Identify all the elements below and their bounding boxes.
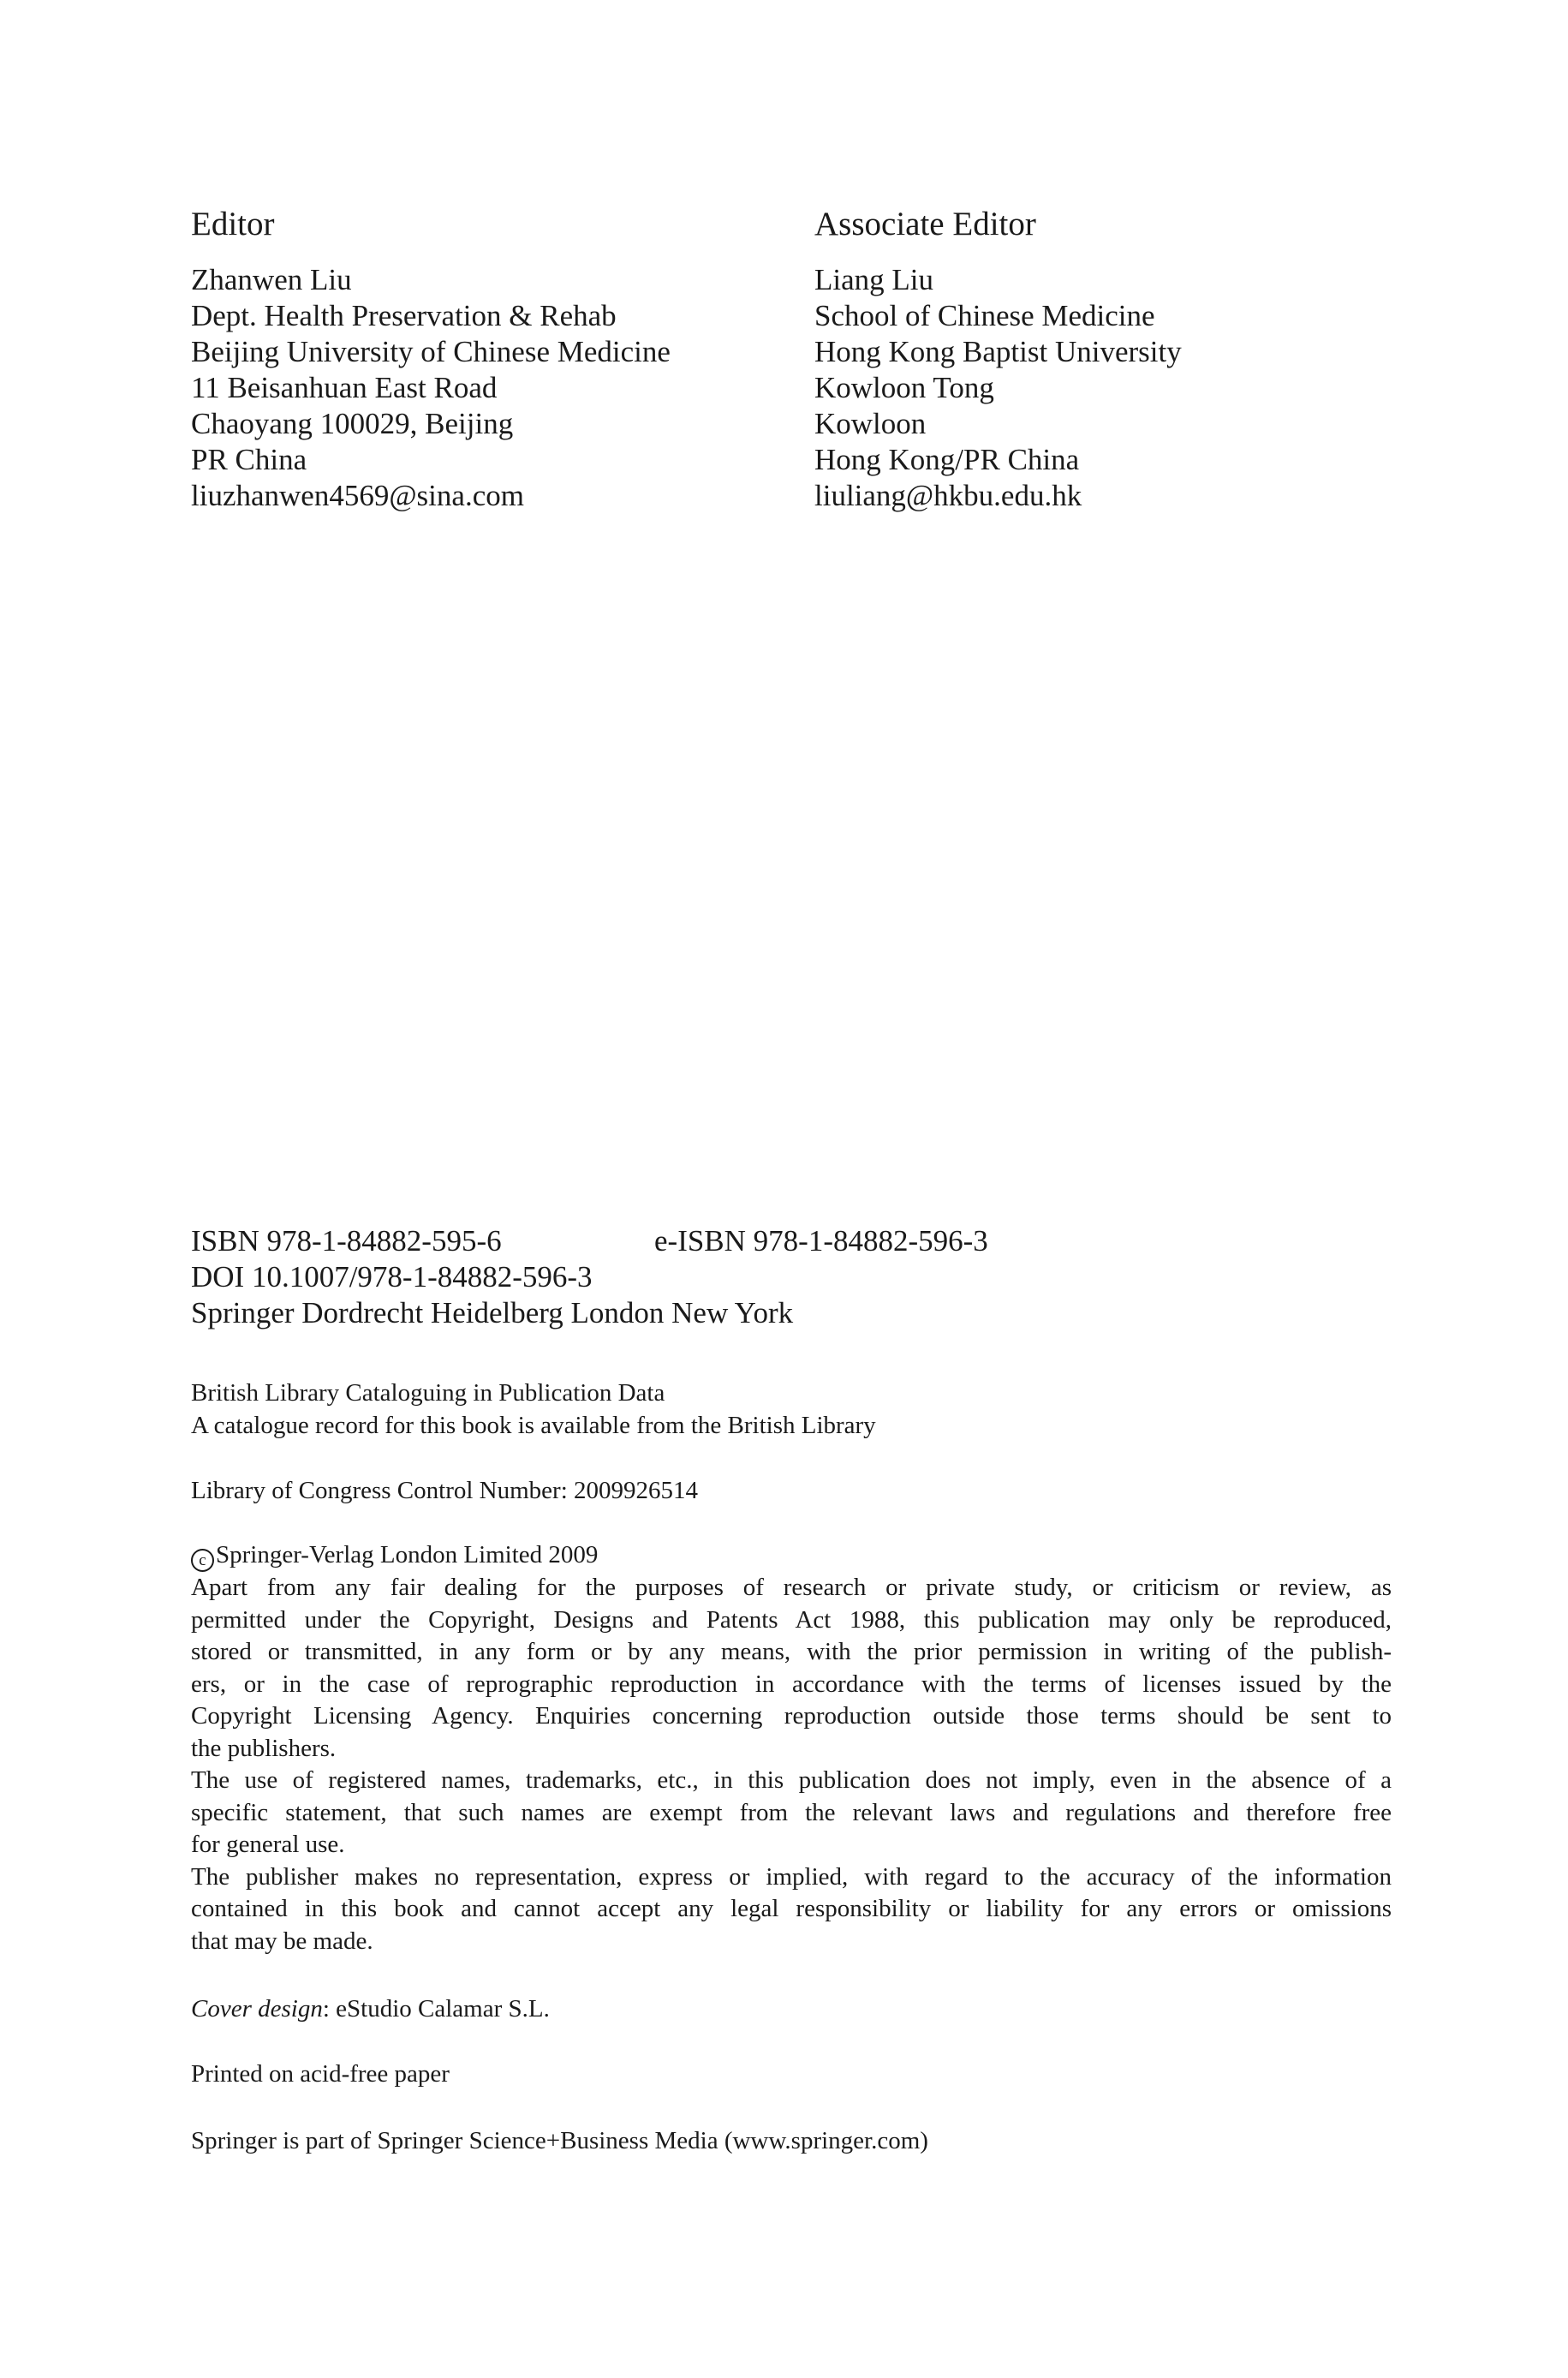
printed-note: Printed on acid-free paper xyxy=(191,2060,450,2088)
copyright-para3-line-3: that may be made. xyxy=(191,1927,373,1955)
publisher-cities: Springer Dordrecht Heidelberg London New York xyxy=(191,1296,794,1329)
loc-control-number: Library of Congress Control Number: 2009926514 xyxy=(191,1477,699,1504)
copyright-para1-line-3: stored or transmitted, in any form or by any means, with the prior permission in writing of the publish- xyxy=(191,1638,1392,1665)
copyright-para3-line-2: contained in this book and cannot accept any legal responsibility or liability for any errors or omissions xyxy=(191,1895,1392,1922)
editor-institution: Beijing University of Chinese Medicine xyxy=(191,335,671,368)
cover-design-block xyxy=(191,1993,1392,2026)
copyright-symbol-icon: c xyxy=(191,1549,214,1572)
editor-heading: Editor xyxy=(191,206,275,242)
copyright-para2-line-2: specific statement, that such names are exempt from the relevant laws and regulations and therefore free xyxy=(191,1798,1392,1826)
copyright-para2-line-1: The use of registered names, trademarks, etc., in this publication does not imply, even in the absence of a xyxy=(191,1766,1392,1794)
associate-editor-country: Hong Kong/PR China xyxy=(814,443,1080,476)
editor-city: Chaoyang 100029, Beijing xyxy=(191,407,514,440)
copyright-para2-line-3: for general use. xyxy=(191,1831,345,1858)
associate-editor-name: Liang Liu xyxy=(814,263,933,296)
copyright-block xyxy=(191,1539,1392,1957)
printed-block xyxy=(191,2058,1392,2091)
associate-editor-block xyxy=(814,204,1414,514)
cover-design-line xyxy=(191,1993,1392,2026)
cataloguing-block xyxy=(191,1377,1392,1442)
editor-email: liuzhanwen4569@sina.com xyxy=(191,479,524,512)
editor-country: PR China xyxy=(191,443,307,476)
copyright-holder: Springer-Verlag London Limited 2009 xyxy=(216,1541,599,1568)
isbn-row xyxy=(191,1223,1407,1259)
editor-block xyxy=(191,204,790,514)
springer-note-block xyxy=(191,2125,1392,2158)
cataloguing-line-2: A catalogue record for this book is available from the British Library xyxy=(191,1411,876,1439)
editor-street: 11 Beisanhuan East Road xyxy=(191,371,498,404)
copyright-para1-line-2: permitted under the Copyright, Designs and Patents Act 1988, this publication may only be reproduced, xyxy=(191,1605,1392,1634)
copyright-para3-line-1: The publisher makes no representation, express or implied, with regard to the accuracy of the information xyxy=(191,1862,1392,1891)
associate-editor-institution: Hong Kong Baptist University xyxy=(814,335,1182,368)
copyright-para1-line-1: Apart from any fair dealing for the purposes of research or private study, or criticism or review, as xyxy=(191,1574,1392,1601)
eisbn: e-ISBN 978-1-84882-596-3 xyxy=(654,1224,988,1258)
doi: DOI 10.1007/978-1-84882-596-3 xyxy=(191,1260,593,1294)
cover-design-label: Cover design xyxy=(191,1995,323,2022)
associate-editor-school: School of Chinese Medicine xyxy=(814,299,1155,332)
associate-editor-district: Kowloon Tong xyxy=(814,371,994,404)
loc-block xyxy=(191,1475,1392,1508)
cataloguing-line-1: British Library Cataloguing in Publication Data xyxy=(191,1379,665,1407)
publication-block xyxy=(191,1223,1407,1331)
copyright-para1-line-6: the publishers. xyxy=(191,1734,337,1762)
editor-department: Dept. Health Preservation & Rehab xyxy=(191,299,617,332)
isbn: ISBN 978-1-84882-595-6 xyxy=(191,1224,502,1258)
associate-editor-heading: Associate Editor xyxy=(814,206,1036,242)
associate-editor-city: Kowloon xyxy=(814,407,927,440)
editor-name: Zhanwen Liu xyxy=(191,263,352,296)
copyright-para1-line-4: ers, or in the case of reprographic reproduction in accordance with the terms of licenses issued by the xyxy=(191,1670,1392,1698)
copyright-para1-line-5: Copyright Licensing Agency. Enquiries concerning reproduction outside those terms should be sent to xyxy=(191,1702,1392,1730)
springer-note: Springer is part of Springer Science+Business Media (www.springer.com) xyxy=(191,2127,928,2154)
cover-design-value: : eStudio Calamar S.L. xyxy=(322,1995,550,2022)
associate-editor-email: liuliang@hkbu.edu.hk xyxy=(814,479,1082,512)
copyright-holder-line xyxy=(191,1539,1392,1572)
